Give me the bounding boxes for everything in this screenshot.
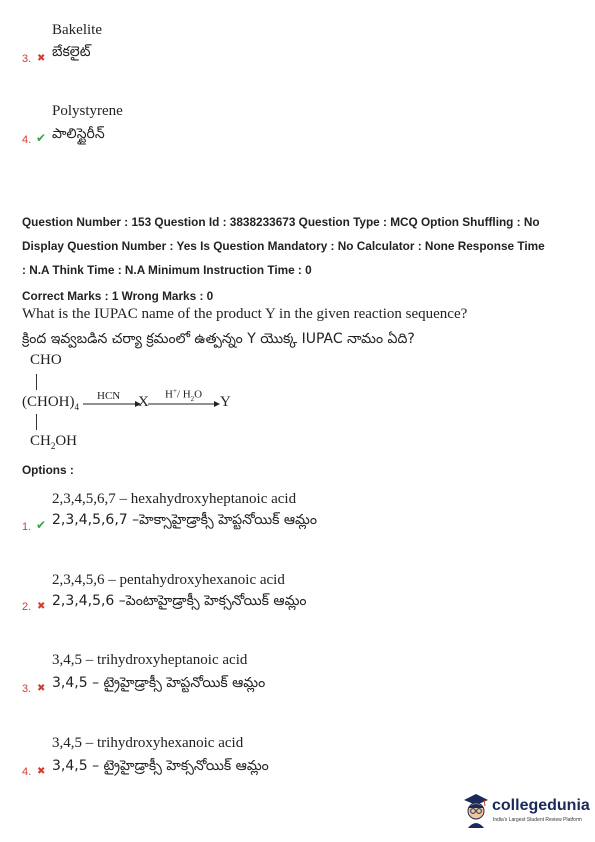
- option-2-number: 2.: [22, 601, 32, 613]
- option-4-number: 4.: [22, 766, 32, 778]
- reactant-middle-group: $(CHOH)_4$: [22, 394, 79, 412]
- prev-option-3-telugu: బేకలైట్: [52, 44, 91, 60]
- option-4-english: 3,4,5 – trihydroxyhexanoic acid: [52, 735, 244, 751]
- cross-mark-icon: ✖: [37, 53, 46, 64]
- option-1-telugu: 2,3,4,5,6,7 –హెక్సాహైడ్రాక్సీ హెప్టనోయిక్ ఆమ్లం: [52, 512, 317, 528]
- reactant-bottom-group: $CH_2OH$: [30, 433, 78, 451]
- logo-wordmark: collegedunia: [492, 797, 590, 814]
- mascot-icon: [462, 792, 490, 828]
- question-marks: Correct Marks : 1 Wrong Marks : 0: [22, 289, 214, 303]
- question-meta-line-2: Display Question Number : Yes Is Question Mandatory : No Calculator : None Response Time: [22, 239, 545, 253]
- cross-mark-icon: ✖: [37, 683, 46, 694]
- prev-option-4-telugu: పాలిస్టైరీన్: [52, 126, 105, 142]
- options-label: Options :: [22, 463, 74, 477]
- check-mark-icon: ✔: [36, 131, 47, 145]
- question-text-english: What is the IUPAC name of the product Y in the given reaction sequence?: [22, 306, 468, 322]
- cross-mark-icon: ✖: [37, 601, 46, 612]
- bond-line-top: [36, 374, 37, 390]
- question-meta-line-3: : N.A Think Time : N.A Minimum Instruction Time : 0: [22, 263, 312, 277]
- reactant-top-group: CHO: [30, 352, 62, 368]
- reaction-arrow-1: [83, 398, 141, 408]
- option-3-number: 3.: [22, 683, 32, 695]
- product-y: Y: [220, 394, 231, 410]
- option-1-number: 1.: [22, 521, 32, 533]
- logo-tagline: India's Largest Student Review Platform: [493, 817, 582, 823]
- prev-option-4-english: Polystyrene: [52, 103, 123, 119]
- option-3-telugu: 3,4,5 – ట్రైహైడ్రాక్సీ హెప్టనోయిక్ ఆమ్లం: [52, 675, 266, 691]
- cross-mark-icon: ✖: [37, 766, 46, 777]
- prev-option-3-number: 3.: [22, 53, 32, 65]
- prev-option-4-number: 4.: [22, 134, 32, 146]
- check-mark-icon: ✔: [36, 518, 47, 532]
- option-2-telugu: 2,3,4,5,6 –పెంటాహైడ్రాక్సీ హెక్సనోయిక్ ఆమ్లం: [52, 593, 307, 609]
- bond-line-bottom: [36, 414, 37, 430]
- reagent-2-label: H+/ $H_2O$: [165, 387, 203, 403]
- option-3-english: 3,4,5 – trihydroxyheptanoic acid: [52, 652, 248, 668]
- option-2-english: 2,3,4,5,6 – pentahydroxyhexanoic acid: [52, 572, 285, 588]
- question-text-telugu: క్రింద ఇవ్వబడిన చర్యా క్రమంలో ఉత్పన్నం Y యొక్క IUPAC నామం ఏది?: [22, 331, 415, 347]
- reagent-1-label: HCN: [97, 390, 121, 402]
- collegedunia-logo: [462, 792, 590, 832]
- reaction-arrow-2: [148, 398, 220, 408]
- question-meta-line-1: Question Number : 153 Question Id : 3838233673 Question Type : MCQ Option Shuffling : No: [22, 215, 540, 229]
- option-4-telugu: 3,4,5 – ట్రైహైడ్రాక్సీ హెక్సనోయిక్ ఆమ్లం: [52, 758, 269, 774]
- intermediate-x: X: [138, 394, 149, 410]
- prev-option-3-english: Bakelite: [52, 22, 102, 38]
- option-1-english: 2,3,4,5,6,7 – hexahydroxyheptanoic acid: [52, 491, 297, 507]
